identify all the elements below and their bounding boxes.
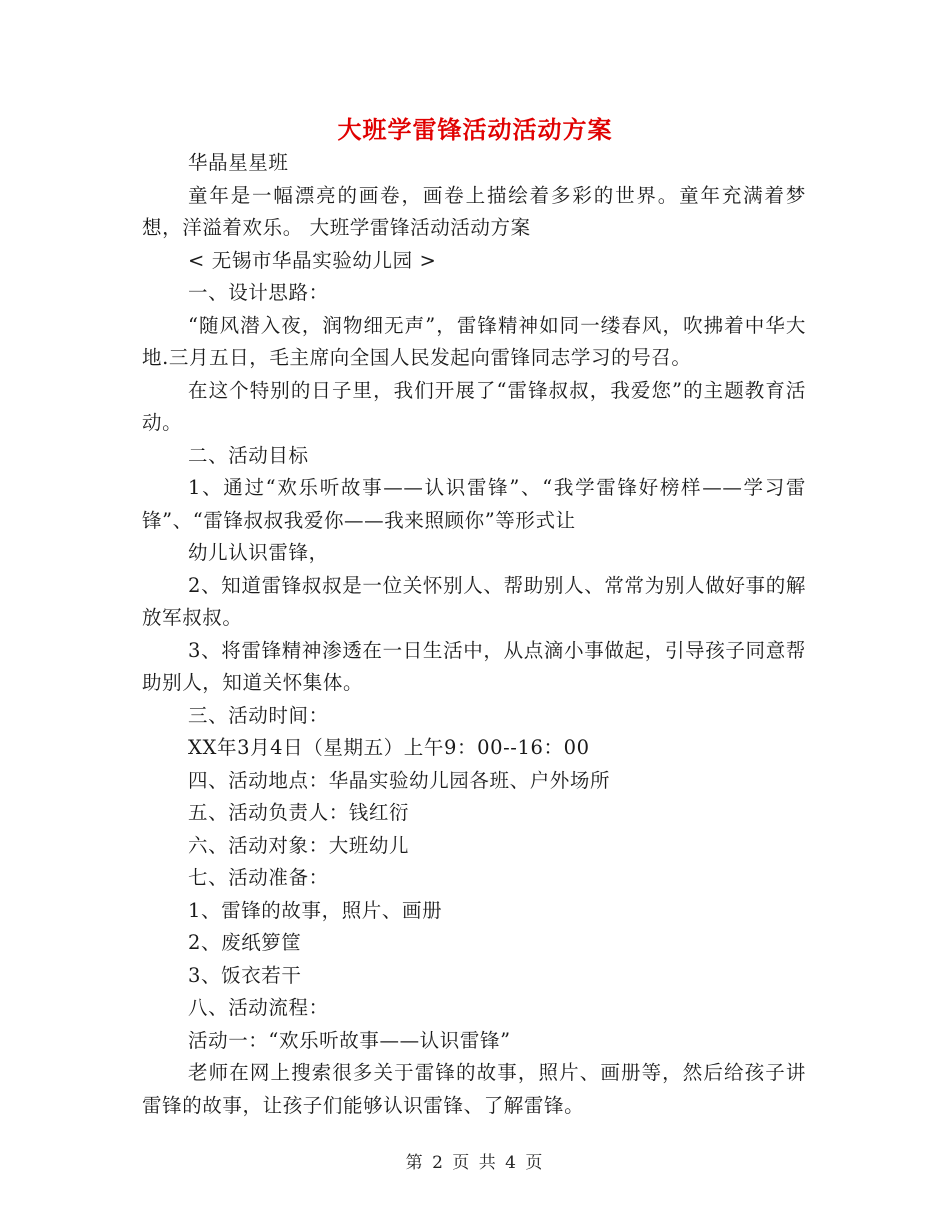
heading-preparation: 七、活动准备： (188, 866, 329, 889)
paragraph-activity-1-title: 活动一：“欢乐听故事——认识雷锋” (188, 1028, 511, 1052)
document-title: 大班学雷锋活动活动方案 (337, 115, 613, 144)
page-footer: 第 2 页 共 4 页 (405, 1153, 545, 1173)
paragraph-time: XX年3月4日（星期五）上午9：00--16：00 (188, 736, 590, 759)
paragraph-design-2: 在这个特别的日子里，我们开展了“雷锋叔叔，我爱您”的主题教育活动。 (142, 378, 806, 434)
paragraph-goal-2: 2、知道雷锋叔叔是一位关怀别人、帮助别人、常常为别人做好事的解放军叔叔。 (142, 573, 806, 629)
list-item-prep-1: 1、雷锋的故事，照片、画册 (188, 898, 443, 922)
paragraph-goal-3: 3、将雷锋精神渗透在一日生活中，从点滴小事做起，引导孩子同意帮助别人，知道关怀集体。 (142, 638, 806, 694)
paragraph-design-1: “随风潜入夜，润物细无声”，雷锋精神如同一缕春风，吹拂着中华大地.三月五日，毛主席向全国人民发起向雷锋同志学习的号召。 (142, 313, 806, 369)
paragraph-school: < 无锡市华晶实验幼儿园 > (188, 248, 437, 272)
paragraph-intro: 童年是一幅漂亮的画卷，画卷上描绘着多彩的世界。童年充满着梦想，洋溢着欢乐。 大班学雷锋活动活动方案 (142, 183, 806, 239)
paragraph-activity-1-body: 老师在网上搜索很多关于雷锋的故事，照片、画册等，然后给孩子讲雷锋的故事，让孩子们能够认识雷锋、了解雷锋。 (142, 1061, 806, 1117)
list-item-prep-2: 2、废纸箩筐 (188, 931, 302, 954)
paragraph-goal-1: 1、通过“欢乐听故事——认识雷锋”、“我学雷锋好榜样——学习雷锋”、“雷锋叔叔我爱你——我来照顾你”等形式让 (142, 476, 806, 532)
heading-time: 三、活动时间： (188, 703, 329, 727)
paragraph-person-in-charge: 五、活动负责人：钱红衍 (188, 801, 410, 824)
heading-process: 八、活动流程： (188, 996, 329, 1019)
paragraph-goal-1-cont: 幼儿认识雷锋， (188, 541, 329, 564)
paragraph-target: 六、活动对象：大班幼儿 (188, 833, 410, 857)
document-body (142, 147, 806, 1122)
heading-design-idea: 一、设计思路： (188, 281, 329, 304)
list-item-prep-3: 3、饭衣若干 (188, 963, 302, 987)
heading-goals: 二、活动目标 (188, 443, 309, 467)
paragraph-class-name: 华晶星星班 (188, 151, 289, 174)
paragraph-location: 四、活动地点：华晶实验幼儿园各班、户外场所 (188, 768, 611, 792)
